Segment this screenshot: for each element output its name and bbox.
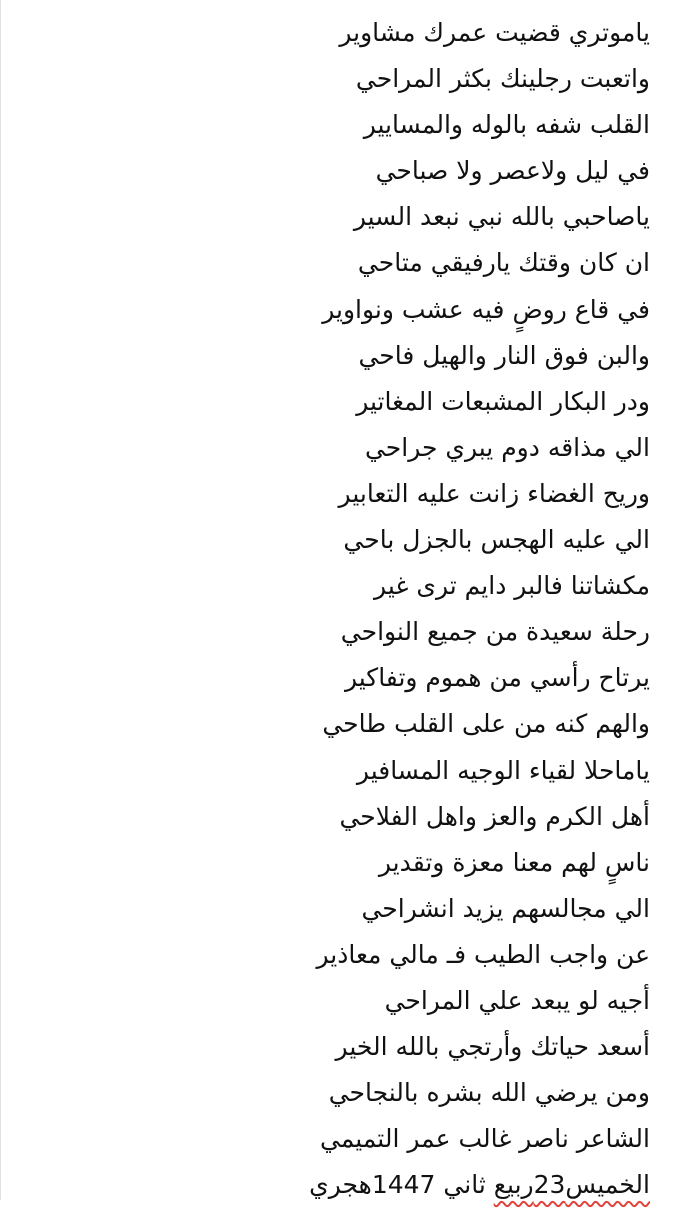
poem-line-3: القلب شفه بالوله والمسايير (363, 110, 650, 140)
poem-line-19: ناسٍ لهم معنا معزة وتقدير (378, 847, 650, 877)
poem-line-16: والهم كنه من على القلب طاحي (322, 709, 650, 739)
poem-line-15: يرتاح رأسي من هموم وتفاكير (344, 663, 650, 693)
poem-line-13: مكشاتنا فالبر دايم ترى غير (374, 571, 650, 601)
spellcheck-flagged-text[interactable]: الخميس23ربيع (493, 1170, 650, 1200)
poem-line-20: الي مجالسهم يزيد انشراحي (361, 893, 650, 923)
poem-line-6: ان كان وقتك يارفيقي متاحي (357, 248, 650, 278)
poem-line-18: أهل الكرم والعز واهل الفلاحي (339, 801, 650, 831)
poem-line-11: وريح الغضاء زانت عليه التعابير (338, 478, 650, 508)
poem-line-21: عن واجب الطيب فـ مالي معاذير (316, 939, 650, 969)
poem-line-12: الي عليه الهجس بالجزل باحي (343, 525, 650, 555)
poem-line-24: ومن يرضي الله بشره بالنجاحي (328, 1078, 650, 1108)
poem-line-4: في ليل ولاعصر ولا صباحي (375, 156, 650, 186)
poet-signature: الشاعر ناصر غالب عمر التميمي (320, 1124, 650, 1154)
date-line (10, 1162, 650, 1208)
date-rest: ثاني 1447هجري (309, 1170, 494, 1200)
poem-line-5: ياصاحبي بالله نبي نبعد السير (353, 202, 650, 232)
poem-line-22: أجيه لو يبعد علي المراحي (384, 985, 650, 1015)
poem-line-10: الي مذاقه دوم يبري جراحي (364, 432, 650, 462)
poem-line-8: والبن فوق النار والهيل فاحي (358, 340, 650, 370)
poem-line-17: ياماحلا لقياء الوجيه المسافير (356, 755, 650, 785)
note-body[interactable] (10, 10, 650, 1208)
poem-line-1: ياموتري قضيت عمرك مشاوير (339, 18, 650, 47)
poem-line-7: في قاع روضٍ فيه عشب ونواوير (322, 294, 650, 324)
poem-line-23: أسعد حياتك وأرتجي بالله الخير (335, 1032, 650, 1062)
poem-line-9: ودر البكار المشبعات المغاتير (356, 386, 650, 416)
poem-line-2: واتعبت رجلينك بكثر المراحي (355, 64, 650, 94)
poem-line-14: رحلة سعيدة من جميع النواحي (340, 617, 650, 647)
left-edge-divider (0, 0, 1, 1200)
